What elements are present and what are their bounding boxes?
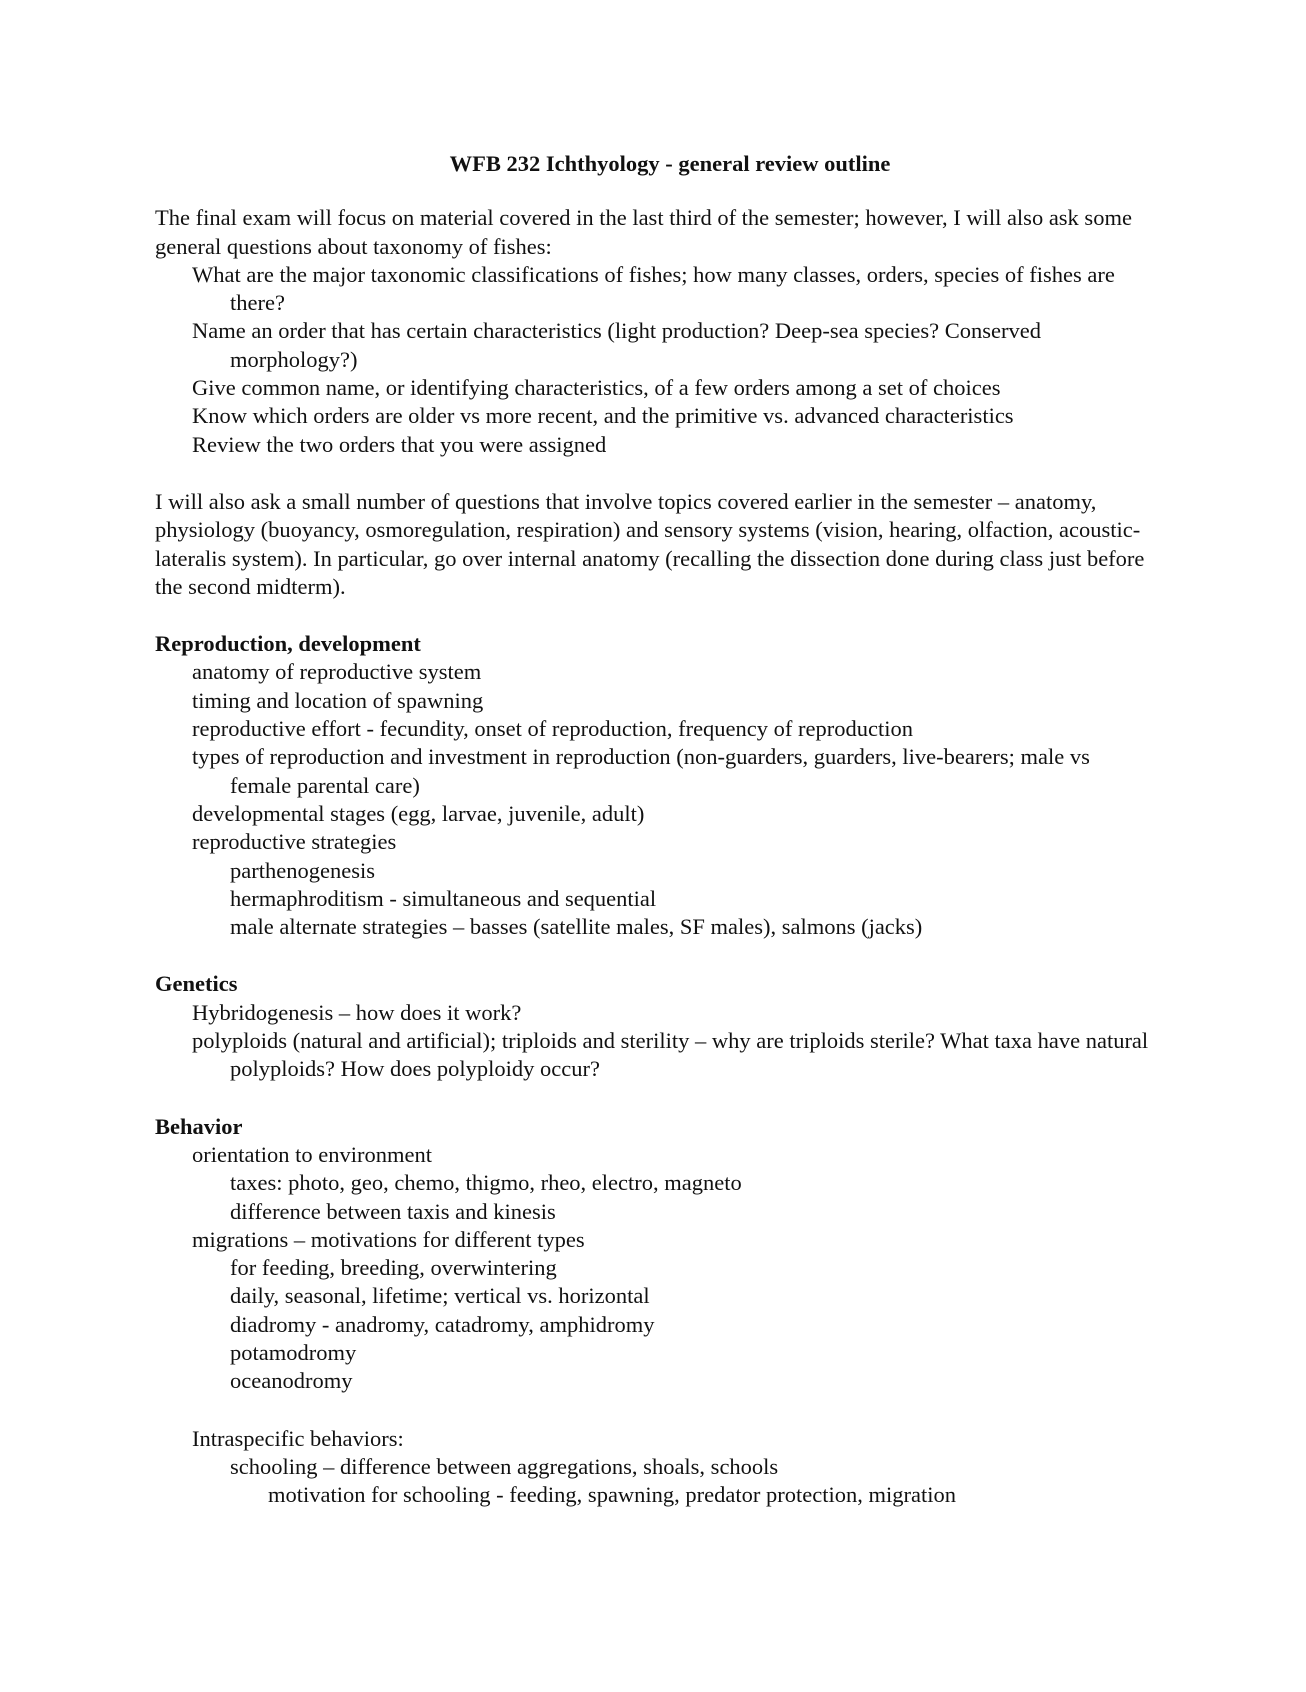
spacer (155, 1084, 1155, 1113)
intro-paragraph: The final exam will focus on material covered in the last third of the semester; however, I will also ask some general questions about taxonomy of fishes: (155, 205, 1132, 259)
migration-item: diadromy - anadromy, catadromy, amphidromy (230, 1311, 655, 1337)
intro-item: Review the two orders that you were assigned (192, 431, 607, 457)
spacer (155, 1396, 1155, 1425)
strategy-item: parthenogenesis (230, 857, 375, 883)
reproduction-item: types of reproduction and investment in reproduction (non-guarders, guarders, live-bearers; male vs female parental care) (192, 744, 1090, 798)
schooling-motivation-item: motivation for schooling - feeding, spawning, predator protection, migration (268, 1482, 956, 1508)
section-heading-behavior: Behavior (155, 1113, 243, 1139)
strategy-item: male alternate strategies – basses (satellite males, SF males), salmons (jacks) (230, 914, 923, 940)
schooling-item: schooling – difference between aggregations, shoals, schools (230, 1453, 779, 1479)
spacer (155, 459, 1155, 488)
section-heading-genetics: Genetics (155, 971, 238, 997)
document-title: WFB 232 Ichthyology - general review outline (449, 151, 891, 176)
behavior-subheading-intraspecific: Intraspecific behaviors: (192, 1425, 404, 1451)
intro-item: Name an order that has certain characteristics (light production? Deep-sea species? Conserved morphology?) (192, 318, 1042, 372)
reproduction-item: developmental stages (egg, larvae, juvenile, adult) (192, 800, 645, 826)
spacer (155, 941, 1155, 970)
document-page (155, 150, 1155, 1509)
reproduction-item: reproductive effort - fecundity, onset of reproduction, frequency of reproduction (192, 716, 913, 742)
migration-item: potamodromy (230, 1339, 357, 1365)
reproduction-item: timing and location of spawning (192, 687, 484, 713)
intro-item: Give common name, or identifying characteristics, of a few orders among a set of choices (192, 375, 1001, 401)
behavior-item: migrations – motivations for different types (192, 1226, 585, 1252)
reproduction-item: anatomy of reproductive system (192, 659, 482, 685)
strategy-item: hermaphroditism - simultaneous and sequential (230, 885, 657, 911)
orientation-item: difference between taxis and kinesis (230, 1198, 556, 1224)
genetics-item: polyploids (natural and artificial); triploids and sterility – why are triploids sterile? What taxa have natural polyploids? How does polyploidy occur? (192, 1028, 1149, 1082)
migration-item: for feeding, breeding, overwintering (230, 1255, 557, 1281)
genetics-item: Hybridogenesis – how does it work? (192, 999, 522, 1025)
intro-item: Know which orders are older vs more recent, and the primitive vs. advanced characteristics (192, 403, 1014, 429)
intro-item: What are the major taxonomic classifications of fishes; how many classes, orders, species of fishes are there? (192, 261, 1115, 316)
migration-item: oceanodromy (230, 1368, 353, 1394)
migration-item: daily, seasonal, lifetime; vertical vs. horizontal (230, 1283, 650, 1309)
behavior-item: orientation to environment (192, 1141, 432, 1167)
section-heading-reproduction: Reproduction, development (155, 631, 421, 657)
earlier-topics-paragraph: I will also ask a small number of questions that involve topics covered earlier in the semester – anatomy, physiology (buoyancy, osmoregulation, respiration) and sensory systems (vision, hearing, olfaction, acoustic-lateralis system). In particular, go over internal anatomy (recalling the dissection done during class just before the second midterm). (155, 488, 1145, 599)
reproduction-item: reproductive strategies (192, 829, 397, 855)
orientation-item: taxes: photo, geo, chemo, thigmo, rheo, electro, magneto (230, 1170, 742, 1196)
spacer (155, 601, 1155, 630)
